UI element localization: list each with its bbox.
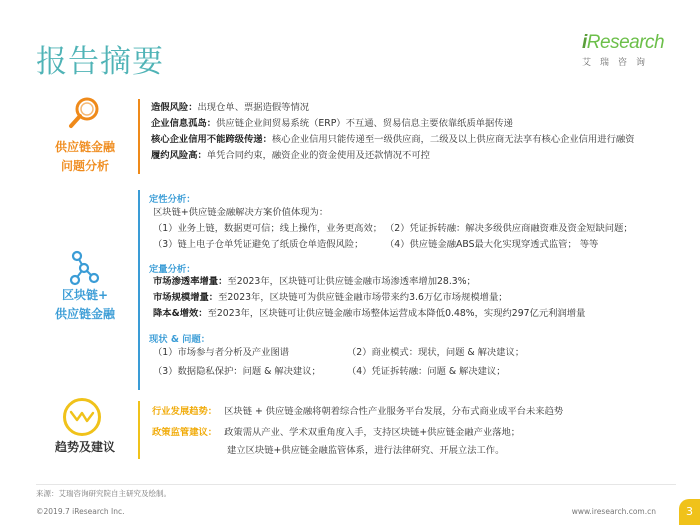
status-row: （3）数据隐私保护：问题 & 解决建议； （4）凭证拆转融：问题 & 解决建议； [153,366,506,377]
logo-cn: 艾瑞咨询 [582,58,655,68]
quantitative-item: 市场规模增量：至2023年，区块链可为供应链金融市场带来约3.6万亿市场规模增量； [153,292,508,303]
status-block [153,345,673,380]
trends-label: 趋势及建议 [54,440,115,454]
quantitative-item: 降本&增效：至2023年，区块链可让供应链金融市场整体运营成本降低0.48%，实现约297亿元利润增量 [153,308,586,319]
trend-line-icon [61,396,103,442]
qualitative-block [153,205,673,253]
problem-item: 核心企业信用不能跨级传递：核心企业信用只能传递至一级供应商，二级及以上供应商无法享有核心企业信用进行融资 [151,134,635,145]
policy-item-line2: 建立区块链+供应链金融监管体系，进行法律研究、开展立法工作。 [227,445,505,456]
iresearch-logo [582,32,664,68]
qualitative-row: （3）链上电子仓单凭证避免了纸质仓单造假风险； （4）供应链金融ABS最大化实现穿透式监管； 等等 [153,239,599,250]
blockchain-label-line1: 区块链+ [61,288,109,302]
qualitative-intro: 区块链+供应链金融解决方案价值体现为： [153,207,329,218]
copyright: ©2019.7 iResearch Inc. [36,507,125,516]
qualitative-title: 定性分析： [149,194,196,205]
logo-i: i [582,32,587,53]
footer-divider [36,484,676,485]
blockchain-divider [138,190,140,390]
status-title: 现状 & 问题： [149,334,211,345]
magnifier-icon [67,96,101,134]
status-row: （1）市场参与者分析及产业图谱 （2）商业模式：现状，问题 & 解决建议； [153,347,525,358]
quantitative-list [153,274,585,322]
trend-item: 行业发展趋势： 区块链 + 供应链金融将朝着综合性产业服务平台发展，分布式商业成平台未来趋势 [152,406,564,417]
page-number: 3 [679,499,700,525]
logo-research: Research [586,32,665,53]
page-title: 报告摘要 [36,44,164,80]
source-note: 来源：艾瑞咨询研究院自主研究及绘制。 [36,489,171,498]
network-nodes-icon [68,250,100,290]
problem-item: 造假风险：出现仓单、票据造假等情况 [151,102,310,113]
problem-item: 履约风险高：单凭合同约束，融资企业的资金使用及还款情况不可控 [151,150,430,161]
qualitative-row: （1）业务上链，数据更可信；线上操作，业务更高效； （2）凭证拆转融：解决多级供应商融资难及资金短缺问题； [153,223,633,234]
problems-label-line2: 问题分析 [60,159,109,173]
quantitative-item: 市场渗透率增量：至2023年，区块链可让供应链金融市场渗透率增加28.3%； [153,276,476,287]
problems-divider [138,99,140,174]
blockchain-label [35,286,135,324]
problems-label-line1: 供应链金融 [54,140,115,154]
website-link[interactable]: www.iresearch.com.cn [571,507,656,516]
problems-list [151,100,634,164]
blockchain-label-line2: 供应链金融 [54,307,115,321]
problem-item: 企业信息孤岛：供应链企业间贸易系统（ERP）不互通、贸易信息主要依靠纸质单据传递 [151,118,513,129]
problems-label [35,138,135,176]
policy-item: 政策监管建议： 政策需从产业、学术双重角度入手，支持区块链+供应链金融产业落地； [152,427,521,438]
quantitative-title: 定量分析： [149,264,196,275]
trends-divider [138,401,140,459]
